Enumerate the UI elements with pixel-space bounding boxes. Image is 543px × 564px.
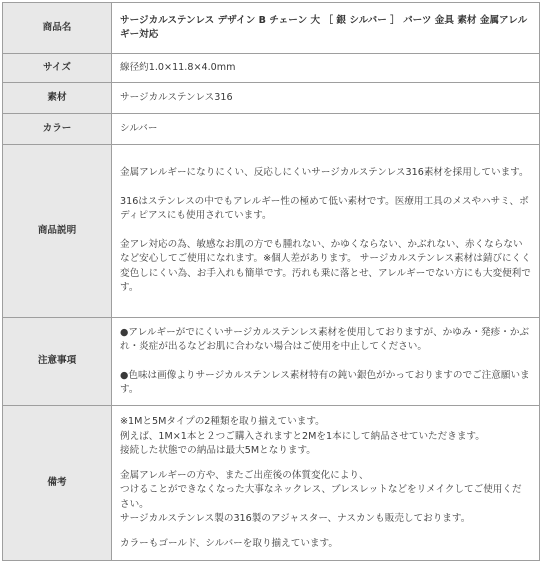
remarks-line: ※1Mと5Mタイプの2種類を取り揃えています。 (120, 416, 325, 427)
remarks-line: サージカルステンレス製の316製のアジャスター、ナスカンも販売しております。 (120, 513, 471, 524)
row-remarks (3, 406, 540, 561)
row-notes (3, 318, 540, 406)
remarks-label: 備考 (3, 406, 112, 561)
remarks-line: 金属アレルギーの方や、またご出産後の体質変化により、 (120, 469, 369, 481)
size-label: サイズ (3, 54, 112, 83)
remarks-line: つけることができなくなった大事なネックレス、ブレスレットなどをリメイクしてご使用ください。 (120, 484, 522, 510)
color-value: シルバー (112, 114, 540, 145)
description-paragraph: 金アレ対応の為、敏感なお肌の方でも腫れない、かゆくならない、かぶれない、赤くならないなど安心してご使用になれます。※個人差があります。 サージカルステンレス素材は錆びにくく変色しにくい為、お手入れも簡単です。汚れも乗に落とせ、アレルギーでない方にも大変便利です。 (120, 238, 531, 294)
row-color (3, 114, 540, 145)
notes-value (112, 318, 540, 406)
product-name-text: サージカルステンレス デザイン B チェーン 大 ［ 銀 シルバー ］ パーツ 金具 素材 金属アレルギー対応 (120, 14, 528, 40)
remarks-line: カラーもゴールド、シルバーを取り揃えています。 (120, 537, 338, 549)
remarks-line: 接続した状態での納品は最大5Mとなります。 (120, 445, 316, 456)
description-label: 商品説明 (3, 145, 112, 318)
remarks-spacer (120, 527, 531, 537)
row-description (3, 145, 540, 318)
description-paragraph: 金属アレルギーになりにくい、反応しにくいサージカルステンレス316素材を採用しています。 (120, 167, 529, 179)
product-name-value (112, 3, 540, 54)
size-value: 線径約1.0×11.8×4.0mm (112, 54, 540, 83)
notes-paragraph: ●アレルギーがでにくいサージカルステンレス素材を使用しておりますが、かゆみ・発疹・かぶれ・炎症が出るなどお肌に合わない場合はご使用を中止してください。 (120, 326, 530, 352)
description-paragraph: 316はステンレスの中でもアレルギー性の極めて低い素材です。医療用工具のメスやハサミ、ボディピアスにも使用されています。 (120, 195, 529, 222)
notes-label: 注意事項 (3, 318, 112, 406)
color-label: カラー (3, 114, 112, 145)
product-spec-table (2, 2, 540, 561)
remarks-line: 例えば、1M×1本と２つご購入されますと2Mを1本にして納品させていただきます。 (120, 430, 485, 442)
row-product-name (3, 3, 540, 54)
material-label: 素材 (3, 83, 112, 114)
material-value: サージカルステンレス316 (112, 83, 540, 114)
notes-paragraph: ●色味は画像よりサージカルステンレス素材特有の鈍い銀色がかっておりますのでご注意願います。 (120, 369, 530, 395)
product-name-label: 商品名 (3, 3, 112, 54)
remarks-spacer (120, 459, 531, 469)
remarks-value (112, 406, 540, 561)
description-value (112, 145, 540, 318)
row-size (3, 54, 540, 83)
row-material (3, 83, 540, 114)
